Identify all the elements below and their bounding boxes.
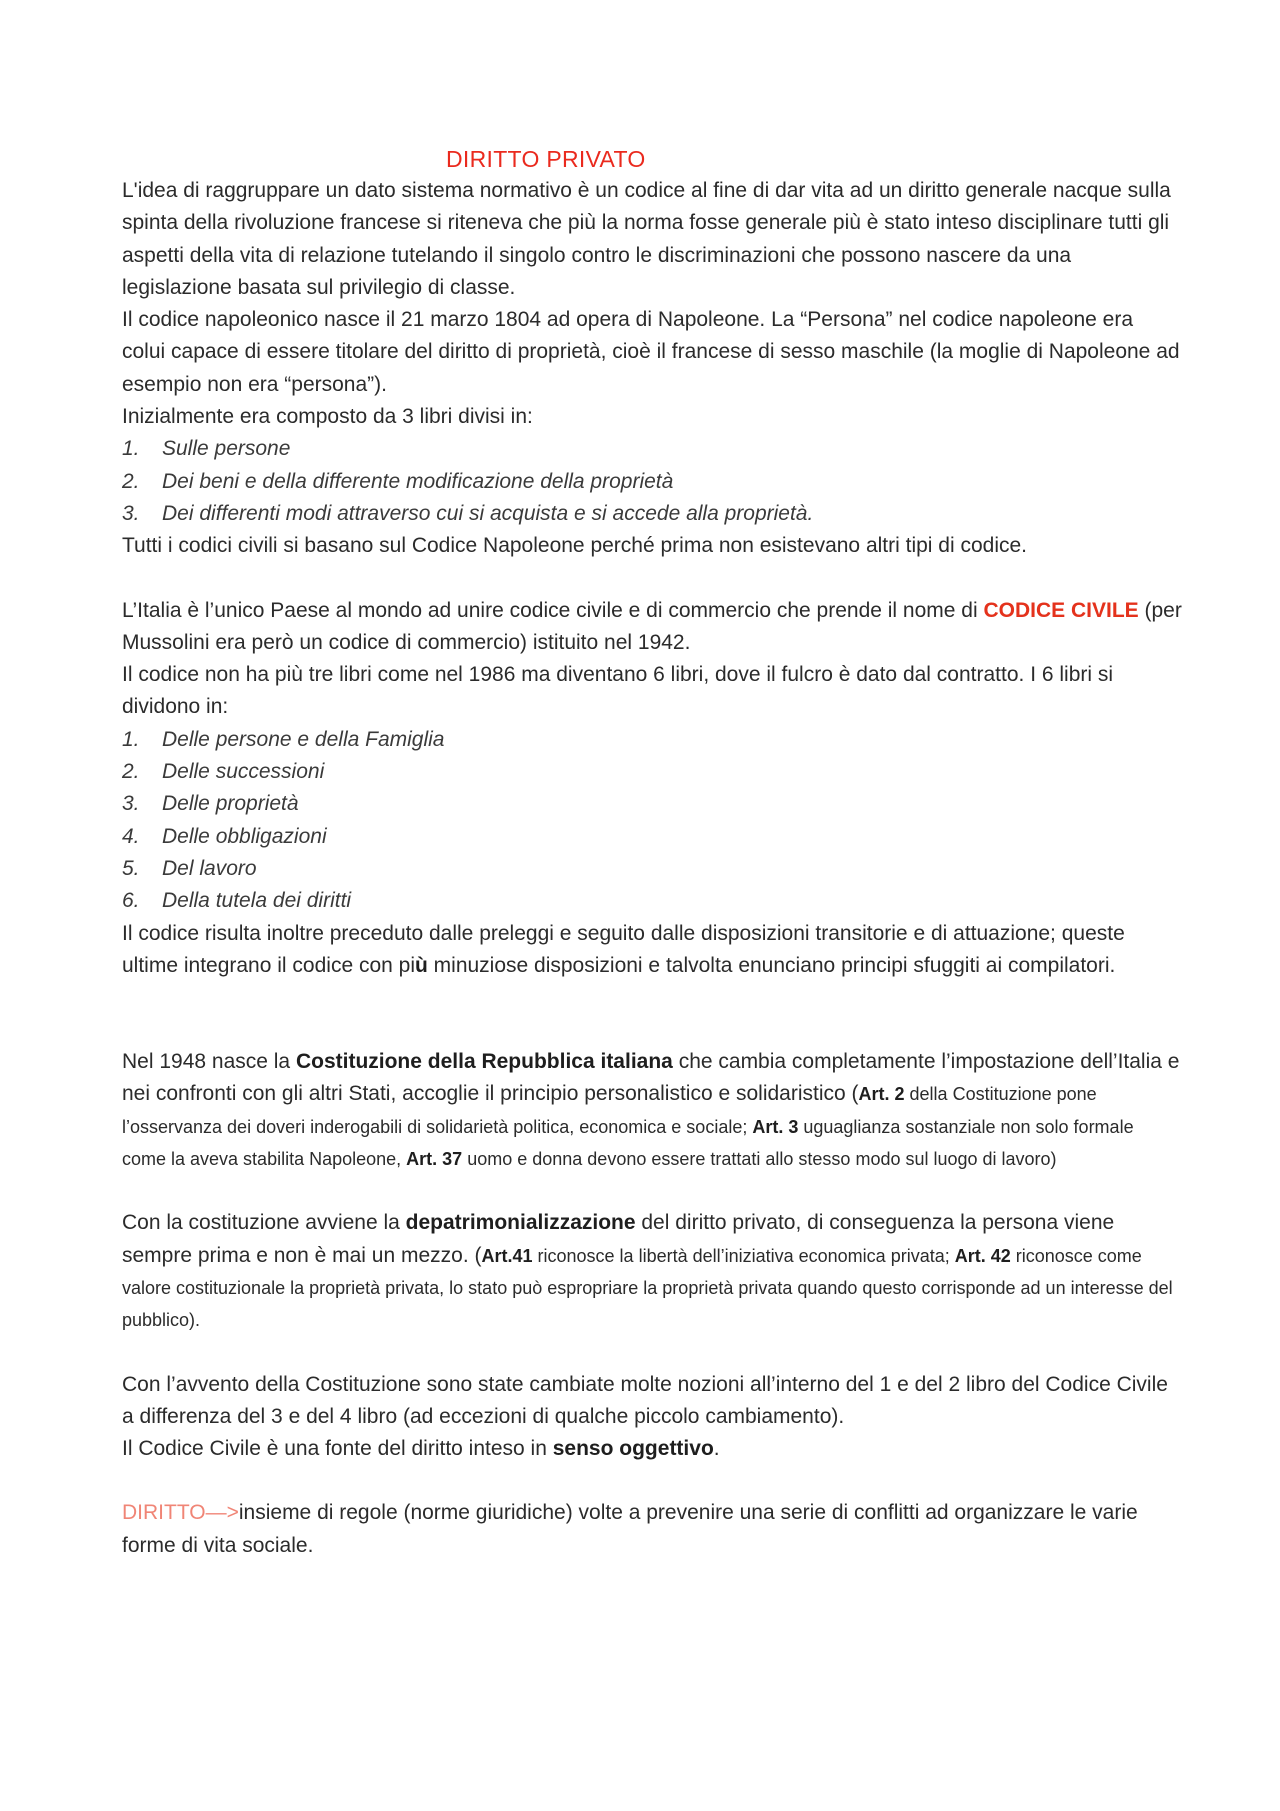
paragraph-civil-codes-basis: Tutti i codici civili si basano sul Codice Napoleone perché prima non esistevano altri tipi di codice.: [122, 534, 1028, 558]
paragraph-preleggi: Il codice risulta inoltre preceduto dalle preleggi e seguito dalle disposizioni transitorie e di attuazione; queste ultime integrano il codice con più minuziose disposizioni e talvolta enunciano principi sfuggiti ai compilatori.: [122, 921, 1125, 977]
list-napoleonic-books: [122, 433, 1182, 530]
list-item: 6. Della tutela dei diritti: [122, 889, 352, 913]
list-item: 1. Sulle persone: [122, 437, 291, 461]
paragraph-objective-sense: Il Codice Civile è una fonte del diritto inteso in senso oggettivo.: [122, 1437, 720, 1461]
definition-term: DIRITTO—>: [122, 1501, 239, 1525]
paragraph-six-books: Il codice non ha più tre libri come nel 1986 ma diventano 6 libri, dove il fulcro è dato dal contratto. I 6 libri si dividono in:: [122, 663, 1114, 719]
list-item: 3. Dei differenti modi attraverso cui si acquista e si accede alla proprietà.: [122, 501, 814, 525]
list-item: 1. Delle persone e della Famiglia: [122, 727, 445, 751]
list-civil-code-books: [122, 724, 1182, 918]
list-item: 2. Dei beni e della differente modificazione della proprietà: [122, 469, 674, 493]
page-title: DIRITTO PRIVATO: [446, 146, 646, 172]
paragraph-napoleonic-code: Il codice napoleonico nasce il 21 marzo 1804 ad opera di Napoleone. La “Persona” nel codice napoleone era colui capace di essere titolare del diritto di proprietà, cioè il francese di sesso maschile (la moglie di Napoleone ad esempio non era “persona”).: [122, 308, 1180, 396]
paragraph-constitution-changes: Con l’avvento della Costituzione sono state cambiate molte nozioni all’interno del 1 e del 2 libro del Codice Civile a differenza del 3 e del 4 libro (ad eccezioni di qualche piccolo cambiamento).: [122, 1372, 1168, 1428]
paragraph-italian-civil-code: L’Italia è l’unico Paese al mondo ad unire codice civile e di commercio che prende il nome di CODICE CIVILE (per Mussolini era però un codice di commercio) istituito nel 1942.: [122, 598, 1182, 654]
document-page: [122, 143, 1182, 1562]
highlight-codice-civile: CODICE CIVILE: [983, 598, 1139, 622]
paragraph-codification-origin: L'idea di raggruppare un dato sistema normativo è un codice al fine di dar vita ad un diritto generale nacque sulla spinta della rivoluzione francese si riteneva che più la norma fosse generale più è stato inteso disciplinare tutti gli aspetti della vita di relazione tutelando il singolo contro le discriminazioni che possono nascere da una legislazione basata sul privilegio di classe.: [122, 179, 1171, 299]
list-item: 5. Del lavoro: [122, 856, 257, 880]
list-item: 4. Delle obbligazioni: [122, 824, 327, 848]
paragraph-depatrimonializzazione: Con la costituzione avviene la depatrimonializzazione del diritto privato, di conseguenza la persona viene sempre prima e non è mai un mezzo. (Art.41 riconosce la libertà dell’iniziativa economica privata; Art. 42 riconosce come valore costituzionale la proprietà privata, lo stato può espropriare la proprietà privata quando questo corrisponde ad un interesse del pubblico).: [122, 1211, 1173, 1331]
list-item: 3. Delle proprietà: [122, 792, 299, 816]
list-item: 2. Delle successioni: [122, 760, 325, 784]
paragraph-initial-books: Inizialmente era composto da 3 libri divisi in:: [122, 405, 533, 429]
paragraph-constitution-1948: Nel 1948 nasce la Costituzione della Repubblica italiana che cambia completamente l’impostazione dell’Italia e nei confronti con gli altri Stati, accoglie il principio personalistico e solidaristico (Art. 2 della Costituzione pone l’osservanza dei doveri inderogabili di solidarietà politica, economica e sociale; Art. 3 uguaglianza sostanziale non solo formale come la aveva stabilita Napoleone, Art. 37 uomo e donna devono essere trattati allo stesso modo sul luogo di lavoro): [122, 1050, 1180, 1170]
paragraph-diritto-definition: DIRITTO—>insieme di regole (norme giuridiche) volte a prevenire una serie di conflitti ad organizzare le varie forme di vita sociale.: [122, 1501, 1138, 1557]
